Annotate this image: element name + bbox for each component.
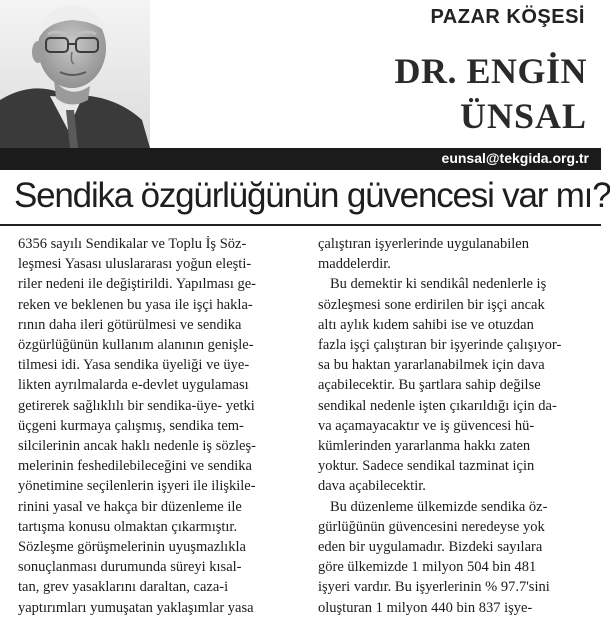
- text-line: tilmesi idi. Yasa sendika üyeliği ve üye-: [18, 357, 250, 374]
- text-line: yaptırımları yumuşatan yaklaşımlar yasa: [18, 599, 254, 616]
- text-line: açabilecektir. Bu şartlara sahip değilse: [318, 377, 541, 394]
- text-line: rinini yasal ve hakça bir düzenleme ile: [18, 498, 242, 515]
- author-name-first: DR. ENGİN: [394, 51, 587, 91]
- text-line: göre ülkemizde 1 milyon 504 bin 481: [318, 559, 537, 576]
- text-line: sa bu haktan yararlanabilmek için dava: [318, 357, 545, 374]
- author-name-last: ÜNSAL: [459, 96, 587, 136]
- text-line: tartışma konusu olmaktan çıkarmıştır.: [18, 518, 238, 535]
- text-line: sendikal nedenle işten çıkarıldığı için da-: [318, 397, 557, 414]
- article-column-left: [18, 234, 300, 618]
- text-line: oluşturan 1 milyon 440 bin 837 işye-: [318, 599, 533, 616]
- text-line: özgürlüğünün kullanım alanının genişle-: [18, 337, 254, 354]
- text-line: sonuçlanması durumunda süreyi kısal-: [18, 559, 242, 576]
- text-line: Bu düzenleme ülkemizde sendika öz-: [330, 498, 548, 515]
- text-line: fazla işçi çalıştıran bir işyerinde çalışıyor-: [318, 337, 562, 354]
- text-line: kümlerinden yararlanma hakkı zaten: [318, 438, 531, 455]
- author-email[interactable]: eunsal@tekgida.org.tr: [441, 150, 589, 166]
- headline-divider: [0, 224, 601, 226]
- text-line: altı aylık kıdem sahibi ise ve otuzdan: [318, 316, 534, 333]
- text-line: üçgeni kurmaya çalışmış, sendika tem-: [18, 417, 244, 434]
- text-line: işyeri vardır. Bu işyerlerinin % 97.7'sini: [318, 579, 550, 596]
- text-line: riler nedeni ile değiştirildi. Yapılması ge-: [18, 276, 256, 293]
- text-line: leşmesi Yasası uluslararası yoğun eleşti-: [18, 256, 252, 273]
- text-line: sözleşmesi sone erdirilen bir işçi ancak: [318, 296, 545, 313]
- text-line: va açamayacaktır ve iş güvencesi hü-: [318, 417, 535, 434]
- text-line: yönetimine seçilenlerin işyeri ile ilişkile-: [18, 478, 256, 495]
- text-line: 6356 sayılı Sendikalar ve Toplu İş Söz-: [18, 236, 247, 252]
- text-line: Sözleşme görüşmelerinin uyuşmazlıkla: [18, 539, 246, 556]
- text-line: tan, grev yasaklarını daraltan, caza-i: [18, 579, 229, 596]
- article-column-right: [318, 234, 592, 618]
- section-label: PAZAR KÖŞESİ: [430, 6, 585, 28]
- text-line: Bu demektir ki sendikâl nedenlerle iş: [330, 276, 547, 293]
- text-line: çalıştıran işyerlerinde uygulanabilen: [318, 236, 529, 252]
- text-line: melerinin feshedilebileceğini ve sendika: [18, 458, 252, 475]
- text-line: yoktur. Sadece sendikal tazminat için: [318, 458, 535, 475]
- text-line: gürlüğünün güvencesini neredeyse yok: [318, 518, 545, 535]
- article-headline: Sendika özgürlüğünün güvencesi var mı?: [14, 176, 610, 215]
- text-line: silcilerinin ancak haklı nedenle iş sözleş-: [18, 438, 256, 455]
- text-line: dava açabilecektir.: [318, 478, 426, 495]
- text-line: getirerek sağlıklılı bir sendika-üye- yetki: [18, 397, 255, 414]
- author-portrait-photo: [0, 0, 150, 148]
- text-line: rının daha ileri götürülmesi ve sendika: [18, 316, 242, 333]
- text-line: maddelerdir.: [318, 256, 391, 273]
- text-line: reken ve beklenen bu yasa ile işçi hakla-: [18, 296, 253, 313]
- text-line: eden bir uygulamadır. Bizdeki sayılara: [318, 539, 543, 556]
- author-portrait: [0, 0, 150, 148]
- text-line: likten ayrılmalarda e-devlet uygulaması: [18, 377, 249, 394]
